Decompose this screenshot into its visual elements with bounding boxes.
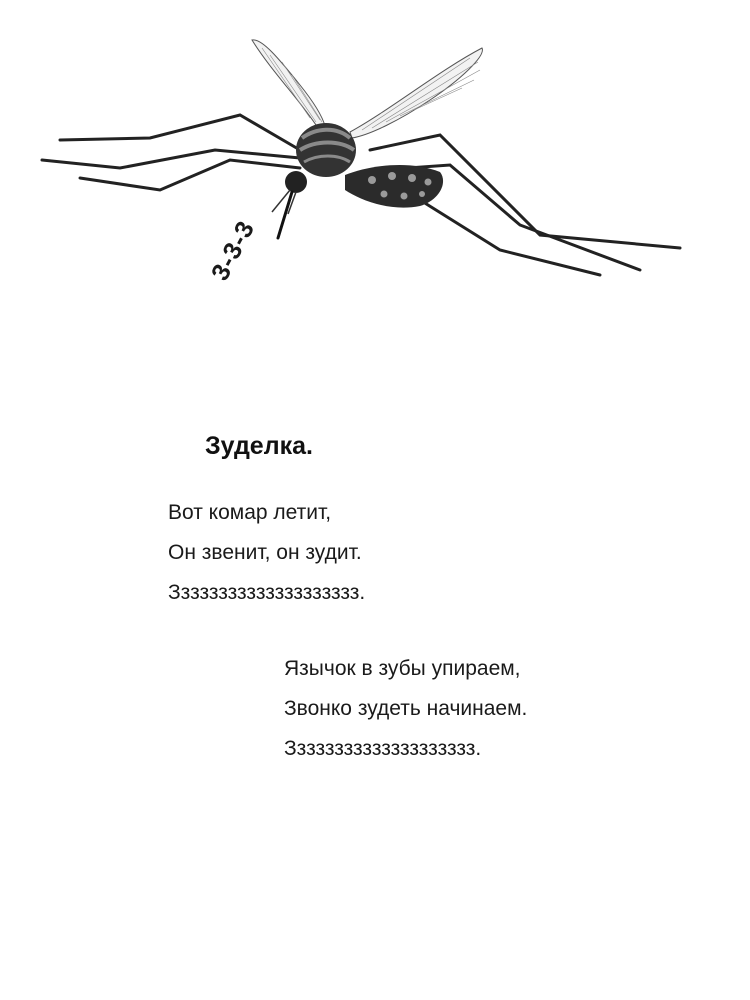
stanza-1 [168, 493, 365, 613]
wing-right [350, 48, 482, 138]
mosquito-icon [0, 0, 750, 340]
mosquito-thorax [296, 123, 356, 177]
poem-line: Зззззззззззззззззззз. [168, 581, 366, 604]
poem-line: Зззззззззззззззззззз. [284, 737, 482, 760]
poem-line: Он звенит, он зудит. [168, 541, 362, 564]
mosquito-abdomen [345, 165, 443, 208]
wing-left [252, 40, 325, 128]
poem-line: Язычок в зубы упираем, [284, 657, 521, 680]
buzz-label: 3-3-3 [206, 216, 261, 286]
mosquito-head [272, 171, 307, 238]
poem-title: Зуделка. [205, 432, 313, 460]
stanza-2 [284, 649, 527, 769]
poem-line: Вот комар летит, [168, 501, 332, 524]
poem-line: Звонко зудеть начинаем. [284, 697, 528, 720]
